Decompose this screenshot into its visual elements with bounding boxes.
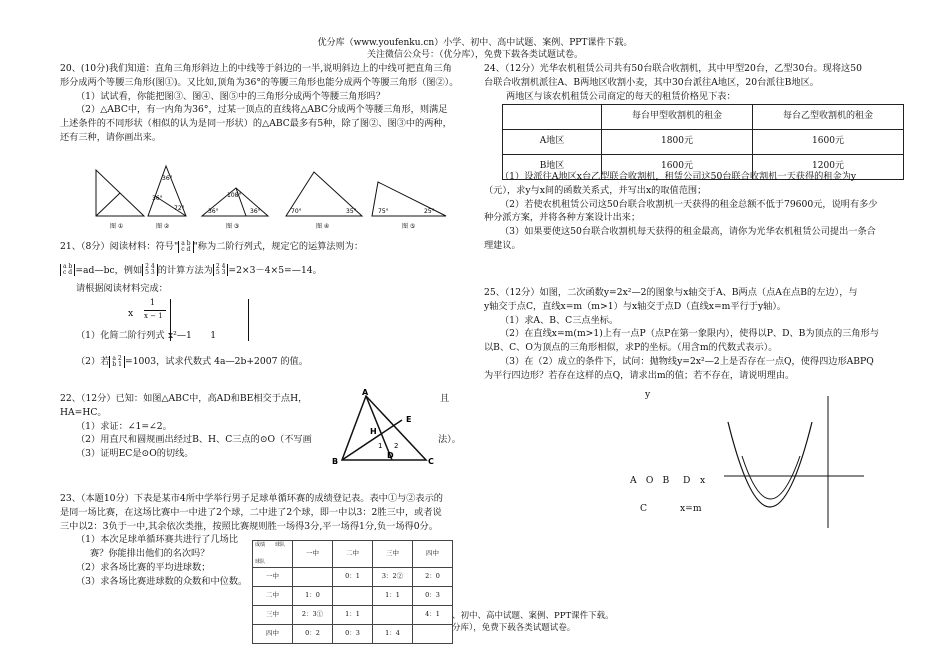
q20-part-2-c: 还有三种，请你画出来。 [60,131,162,143]
header-line-1: 优分库（www.youfenku.cn）小学、初中、高中试题、案例、PPT课件下载。 [317,38,633,48]
q22-label-A: A [362,388,369,397]
page-footer [452,611,614,635]
q22-label-H: H [370,427,377,436]
fig2-angle-72: 72° [174,205,185,212]
q24-line-1: 24、（12分）光华农机租赁公司共有50台联合收割机，其中甲型20台，乙型30台。现将这50 [484,63,862,74]
q25-graph-c-label: C [640,503,648,514]
q21-part-1: （1）化简二阶行列式 [76,330,165,342]
q22-part-1: （1）求证：∠1=∠2。 [76,420,172,432]
q25-parabola-graph [720,392,870,532]
q25-graph-y-label: y [645,389,651,400]
q24-header-cell: 每台乙型收割机的租金 [753,105,904,130]
q23-row-team: 三中 [253,606,293,625]
fig5-angle-75: 75° [378,208,389,215]
q25-part-3-a: （3）在（2）成立的条件下，试问：抛物线y=2x²—2上是否存在一点Q，使得四边形ABPQ [500,355,874,367]
q23-cell [333,587,373,606]
footer-line-2: 分库），免费下载各类试题试卷。 [452,622,576,633]
q23-col-header: 一中 [293,541,333,568]
q20-triangle-figures [86,160,476,232]
q21-frac-num: 1 [150,298,156,308]
q23-corner-top: 成绩 球队 [255,542,286,548]
q23-cell [413,625,453,644]
table-row [253,568,453,587]
q22-part-2-tail: 法）。 [438,434,461,446]
q25-line-1: 25、（12分）如图，二次函数y=2x²—2的图象与x轴交于A、B两点（点A在点B的左边），与 [484,287,858,298]
q23-col-header: 三中 [373,541,413,568]
fig3-angle-108: 108° [227,192,242,199]
q22-line-1: 22、（12分）已知：如图△ABC中，高AD和BE相交于点H， [60,393,308,404]
q24-cell: 1200元 [753,155,904,180]
fig3-angle-36-right: 36° [250,208,261,215]
header-line-2: 关注微信公众号：（优分库），免费下载各类试题试卷。 [366,49,583,60]
q23-cell: 1：1 [373,587,413,606]
q24-line-3: 两地区与该农机租赁公司商定的每天的租赁价格见下表： [506,90,736,102]
q21-determinant-symbol: a b c d [178,241,193,253]
q21-rule-a: =ad—bc，例如 [75,264,143,276]
question-24-parts [484,170,904,253]
q25-graph-aob-label: A O B [630,475,670,486]
q25-part-1: （1）求A、B、C三点坐标。 [500,314,619,326]
fig-label-2: 图 ② [156,223,170,230]
q21-x: x [128,308,134,320]
q25-parabola [728,422,812,507]
q21-rule-matrix: a b c d [60,264,75,276]
q21-frac-den: x − 1 [144,312,163,321]
q24-header-cell [503,105,602,130]
question-24 [484,62,904,103]
table-row [253,541,453,568]
q25-part-3-b: 为平行四边形？若存在这样的点Q，请求出m的值；若不存在，请说明理由。 [484,369,795,381]
q23-corner-bottom: 球队 [255,558,266,565]
q22-label-E: E [406,415,412,424]
q24-cell: A地区 [503,130,602,155]
fig3-angle-36-left: 36° [208,208,219,215]
q23-corner-cell [253,541,293,568]
table-row [503,105,904,130]
q21-example-matrix-b: 2 4 5 3 [213,264,229,276]
fig-label-1: 图 ① [110,223,124,230]
q20-part-2-a: （2）△ABC中，有一内角为36°，过某一顶点的直线将△ABC分成两个等腰三角形，则满足 [76,104,448,116]
q24-part-1-b: （元），求y与x间的函数关系式，并写出x的取值范围； [484,184,707,196]
footer-line-1: 、初中、高中试题、案例、PPT课件下载。 [452,611,614,621]
q25-graph-x-label: x [700,475,706,486]
q22-label-D: D [387,451,394,460]
q23-part-3: （3）求各场比赛进球数的众数和中位数。 [76,575,248,587]
q23-cell: 1：0 [293,587,333,606]
q20-line-2: 形分成两个等腰三角形(图①)。又比如,顶角为36°的等腰三角形也能分成两个等腰三角形（图②）。 [60,76,459,88]
q23-line-1: 23、（本题10分）下表是某市4所中学举行男子足球单循环赛的成绩登记表。表中①与②表示的 [60,493,443,504]
q22-label-2: 2 [394,442,399,450]
q20-part-1: （1）试试看，你能把图③、图④、图⑤中的三角形分成两个等腰三角形吗？ [76,90,386,102]
q23-part-1-a: （1）本次足球单循环赛共进行了几场比 [76,534,239,546]
q23-row-team: 一中 [253,568,293,587]
q25-parabola-inner [742,456,800,499]
fig2-angle-36-top: 36° [162,175,173,182]
q23-col-header: 四中 [413,541,453,568]
q21-work-area [60,295,470,355]
q23-cell: 2：0 [413,568,453,587]
q24-part-2-b: 种分派方案，并将各种方案设计出来； [484,212,641,224]
q25-graph-d-label: D [683,475,691,486]
q23-cell: 4：1 [413,606,453,625]
question-20 [60,62,470,145]
table-row [253,625,453,644]
q23-cell [373,606,413,625]
q23-row-team: 四中 [253,625,293,644]
q23-part-1-b: 赛？你能排出他们的名次吗？ [90,548,210,560]
q24-part-3-b: 理建议。 [484,239,521,251]
q23-col-header: 二中 [333,541,373,568]
q23-score-table [252,540,453,644]
q21-part-2-a: （2）若 [76,356,110,368]
fig5-angle-25: 25° [424,208,435,215]
q24-part-3-a: （3）如果要使这50台联合收割机每天获得的租金最高，请你为光华农机租赁公司提出一条合 [500,226,876,238]
q22-label-C: C [428,457,434,466]
q20-part-2-b: 上述条件的不同形状（相似的认为是同一形状）的△ABC最多有5种，除了图②、图③中的两种， [60,118,452,130]
q21-please: 请根据阅读材料完成： [76,282,168,294]
q24-part-1-a: （1）设派往A地区x台乙型联合收割机，租赁公司这50台联合收割机一天获得的租金为y [500,171,857,182]
q23-cell: 0：3 [413,587,453,606]
fig4-angle-70: 70° [291,208,302,215]
q20-line-1: 20、(10分)我们知道：直角三角形斜边上的中线等于斜边的一半,说明斜边上的中线可把直角三角 [60,63,452,74]
q21-rule-c: =2×3－4×5=—14。 [228,264,322,276]
q24-cell: B地区 [503,155,602,180]
q23-cell: 0：1 [333,568,373,587]
q22-label-B: B [332,457,339,466]
q23-row-team: 二中 [253,587,293,606]
q22-part-3: （3）证明EC是⊙O的切线。 [76,448,194,460]
q21-part-2-b: =1003，试求代数式 4a—2b+2007 的值。 [125,356,308,368]
q21-part-1-tail: x²—1 1 [168,330,217,342]
q23-cell: 0：2 [293,625,333,644]
q23-line-3: 三中以2：3负于一中,其余依次类推，按照比赛规则胜一场得3分,平一场得1分,负一场得0分。 [60,520,438,532]
q23-cell: 2：3① [293,606,333,625]
q21-intro-b: "称为二阶行列式，规定它的运算法则为： [193,241,364,252]
q24-cell: 1600元 [753,130,904,155]
table-row [503,130,904,155]
q24-rent-table [502,104,904,180]
q21-det-right-bar [248,299,249,341]
q24-cell: 1800元 [602,130,753,155]
q22-line-1-tail: 且 [440,393,450,404]
q21-part-2-matrix: a 2 b 1 [109,356,125,368]
q24-line-2: 台联合收割机派往A、B两地区收割小麦，其中30台派往A地区，20台派往B地区。 [484,76,819,88]
q24-cell: 1600元 [602,155,753,180]
q23-cell: 1：1 [333,606,373,625]
q23-part-2: （2）求各场比赛的平均进球数； [76,561,211,573]
table-row [253,587,453,606]
figure-1-right-triangle [96,170,144,216]
q22-triangle-figure [330,388,440,468]
q21-rule-b: 的计算方法为 [157,264,213,276]
q25-part-2-a: （2）在直线x=m(m>1)上有一点P（点P在第一象限内），使得以P、D、B为顶点的三角形与 [500,328,879,340]
q24-part-2-a: （2）若使农机租赁公司这50台联合收割机一天获得的租金总额不低于79600元，说明有多少 [500,198,878,210]
q23-cell: 0：3 [333,625,373,644]
fig-label-4: 图 ④ [316,223,330,230]
q25-part-2-b: 以B、C、O为顶点的三角形相似，求P的坐标。（用含m的代数式表示）。 [484,342,778,354]
q24-header-cell: 每台甲型收割机的租金 [602,105,753,130]
q22-part-2: （2）用直尺和圆规画出经过B、H、C三点的⊙O（不写画 [76,434,312,446]
q23-cell: 3：2② [373,568,413,587]
table-row [253,606,453,625]
fig2-angle-36-left: 36° [152,195,163,202]
q23-cell [293,568,333,587]
question-21 [60,240,470,369]
question-25 [484,286,904,383]
q22-line-2: HA=HC。 [60,406,107,418]
q25-graph-xm-label: x=m [680,503,702,514]
fig4-angle-35: 35° [346,208,357,215]
page-header [0,38,950,61]
fig-label-5: 图 ⑤ [402,223,416,230]
q23-cell: 1：4 [373,625,413,644]
q21-intro-a: 21、（8分）阅读材料：符号" [60,241,179,252]
q21-example-matrix-a: 2 4 5 3 [142,264,158,276]
q22-label-1: 1 [378,442,383,450]
q23-line-2: 是同一场比赛，在这场比赛中一中进了2个球，二中进了2个球，即一中以3：2胜三中，或者说 [60,506,442,518]
q25-line-2: y轴交于点C，直线x=m（m>1）与x轴交于点D（直线x=m平行于y轴）。 [484,300,787,312]
fig-label-3: 图 ③ [226,223,240,230]
